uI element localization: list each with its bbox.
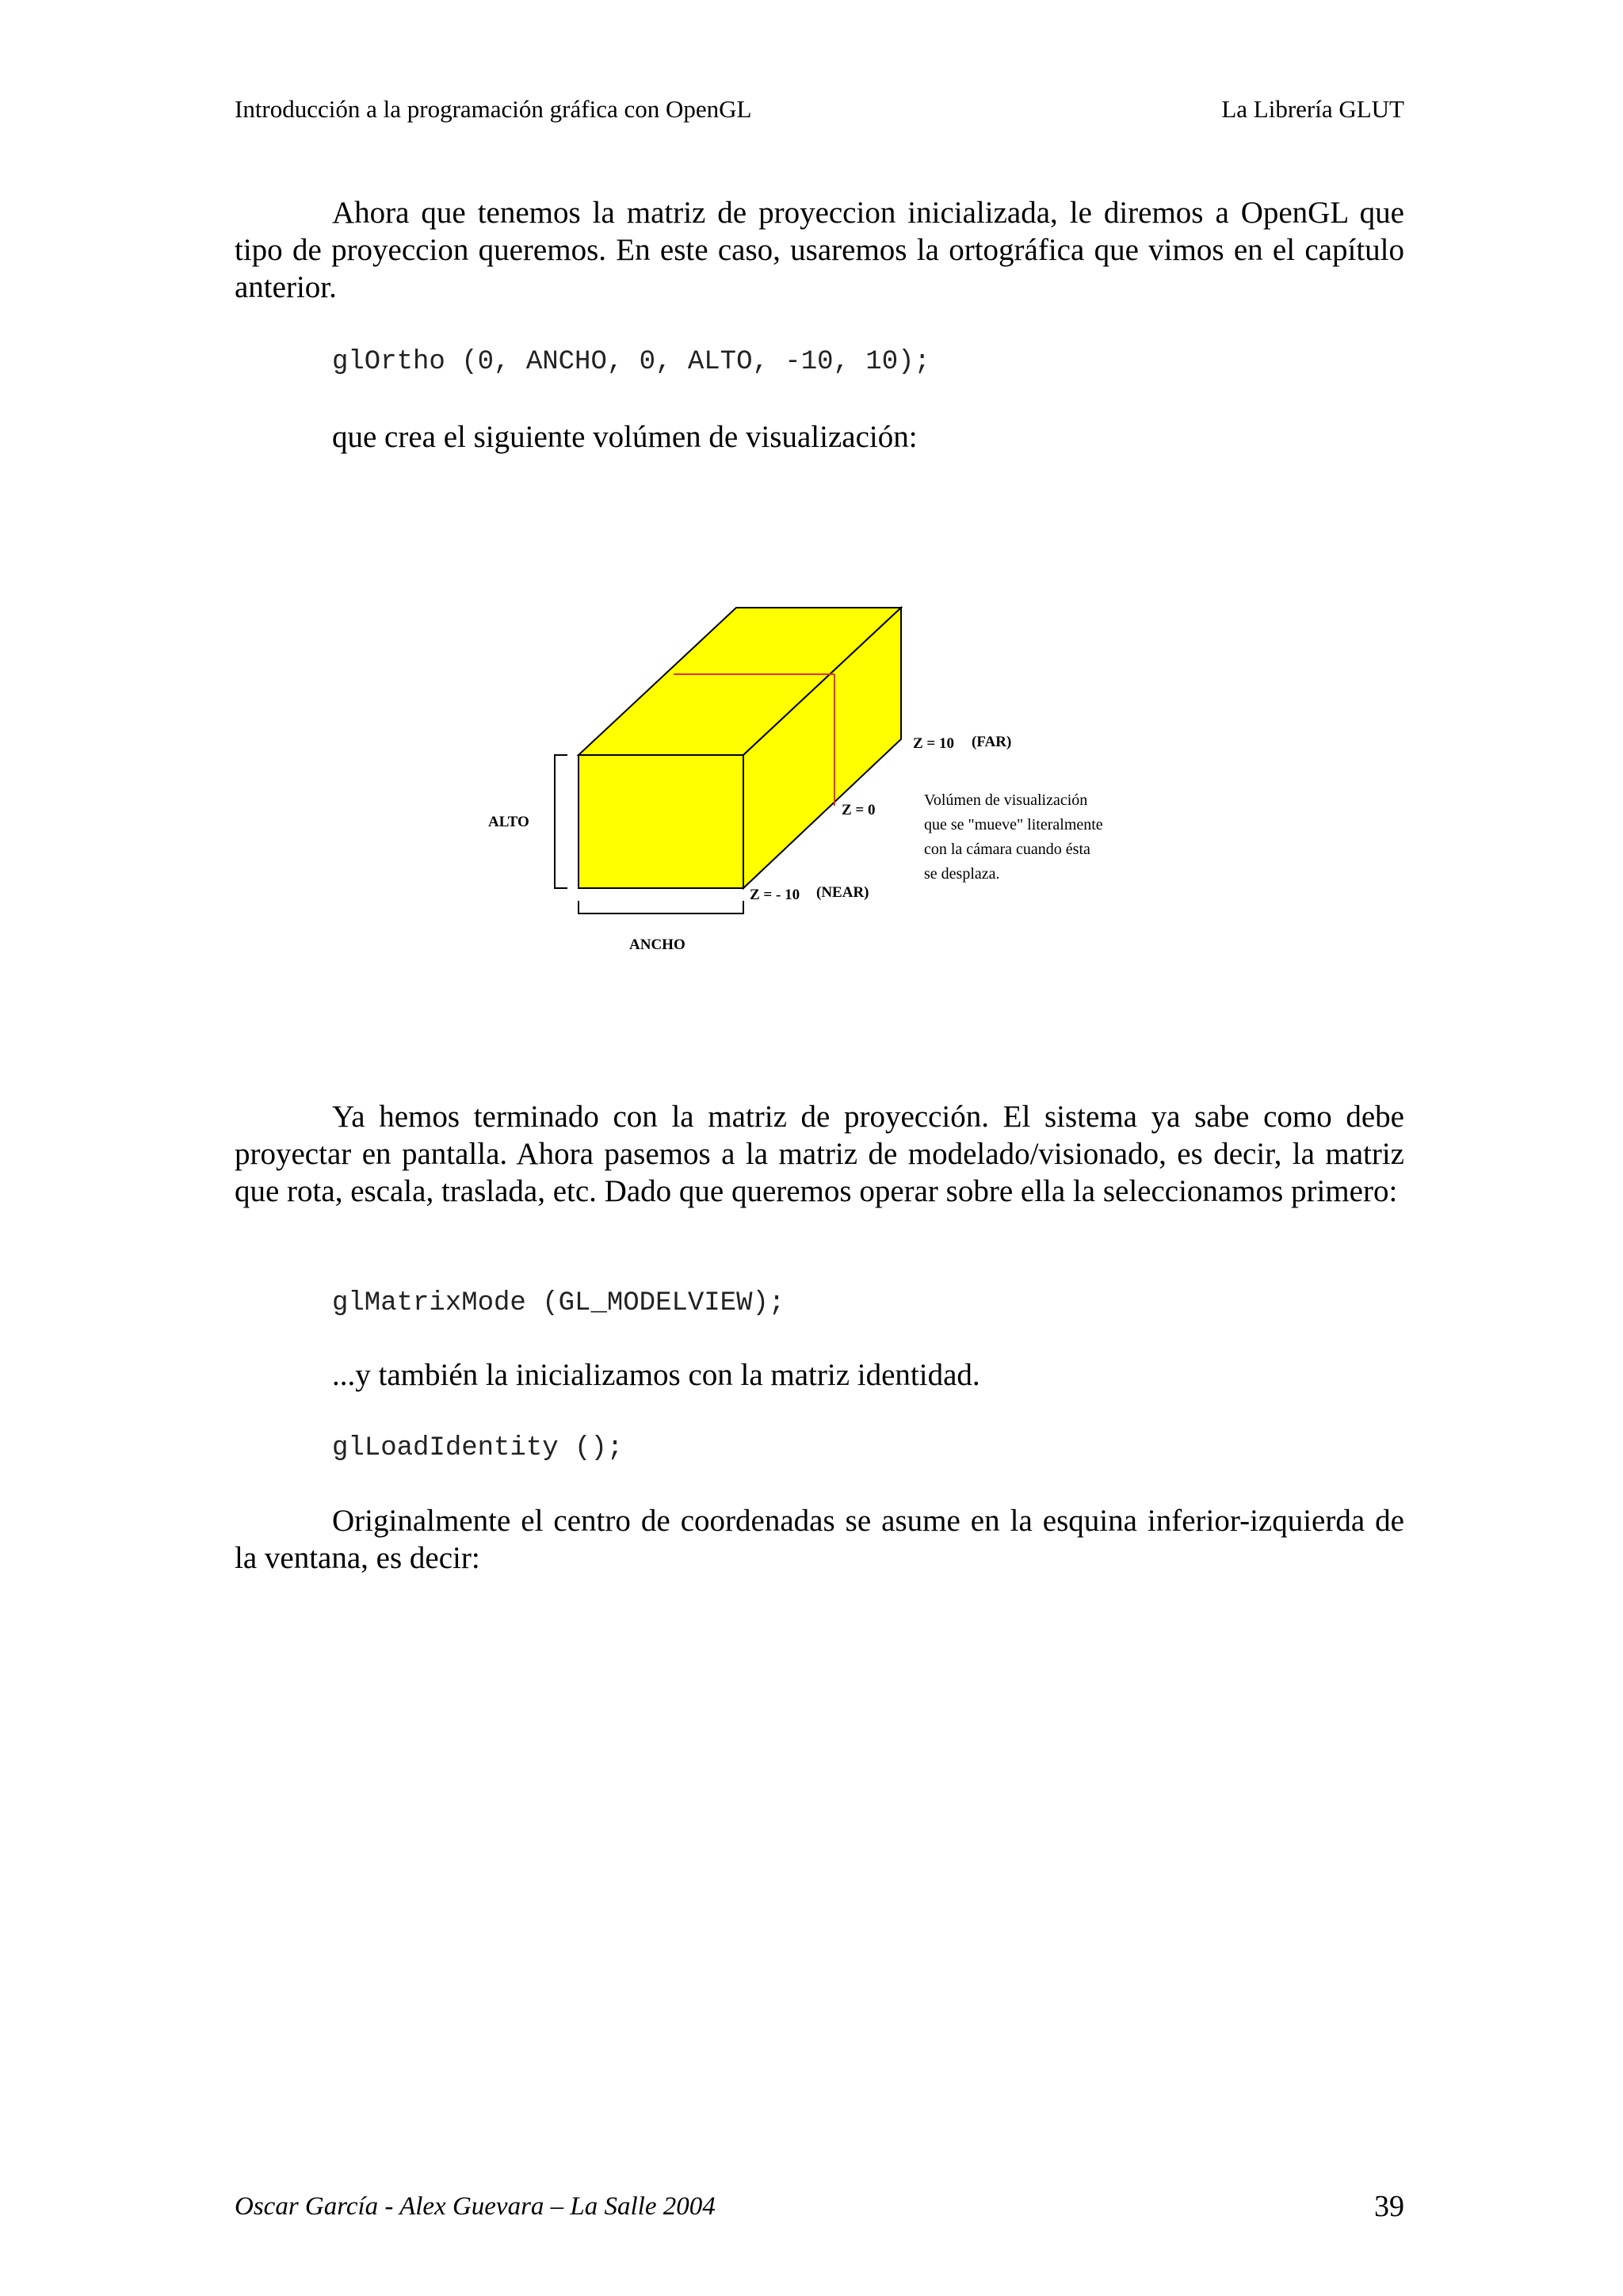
paragraph-identity: ...y también la inicializamos con la matriz identidad.	[332, 1358, 980, 1392]
running-header-chapter: La Librería GLUT	[1221, 95, 1404, 123]
ancho-label: ANCHO	[629, 936, 685, 953]
ancho-bracket	[579, 901, 743, 913]
alto-label: ALTO	[488, 814, 529, 830]
z-near-label: Z = - 10	[750, 887, 800, 903]
near-label: (NEAR)	[816, 884, 869, 901]
z-zero-label: Z = 0	[842, 802, 876, 818]
footer-authors: Oscar García - Alex Guevara – La Salle 2004	[235, 2192, 716, 2221]
box-front-face	[579, 755, 743, 888]
viewing-volume-figure	[475, 590, 1189, 971]
page-number: 39	[1374, 2190, 1404, 2223]
figure-note-line-3: con la cámara cuando ésta	[924, 841, 1090, 858]
figure-note-line-4: se desplaza.	[924, 865, 1000, 883]
paragraph-origin	[235, 1502, 1404, 1577]
code-glortho: glOrtho (0, ANCHO, 0, ALTO, -10, 10);	[332, 347, 930, 377]
paragraph-volume-intro: que crea el siguiente volúmen de visualización:	[332, 420, 918, 454]
paragraph-origin-text: Originalmente el centro de coordenadas se asume en la esquina inferior-izquierda de la ventana, es decir:	[235, 1504, 1404, 1575]
code-glloadidentity: glLoadIdentity ();	[332, 1433, 624, 1463]
paragraph-projection-intro	[235, 194, 1404, 306]
paragraph-modelview-intro-text: Ya hemos terminado con la matriz de proyección. El sistema ya sabe como debe proyectar en pantalla. Ahora pasemos a la matriz de modelado/visionado, es decir, la matriz que rota, escala, traslada, etc. Dado que queremos operar sobre ella la seleccionamos primero:	[235, 1100, 1404, 1208]
paragraph-modelview-intro	[235, 1098, 1404, 1210]
figure-note-line-1: Volúmen de visualización	[924, 791, 1088, 809]
figure-note-line-2: que se "mueve" literalmente	[924, 816, 1103, 833]
running-header-title: Introducción a la programación gráfica con OpenGL	[235, 95, 752, 123]
alto-bracket	[555, 755, 567, 888]
code-glmatrixmode: glMatrixMode (GL_MODELVIEW);	[332, 1288, 785, 1318]
paragraph-projection-intro-text: Ahora que tenemos la matriz de proyeccion inicializada, le diremos a OpenGL que tipo de proyeccion queremos. En este caso, usaremos la ortográfica que vimos en el capítulo anterior.	[235, 196, 1404, 304]
far-label: (FAR)	[972, 734, 1012, 750]
z-far-label: Z = 10	[913, 735, 954, 752]
